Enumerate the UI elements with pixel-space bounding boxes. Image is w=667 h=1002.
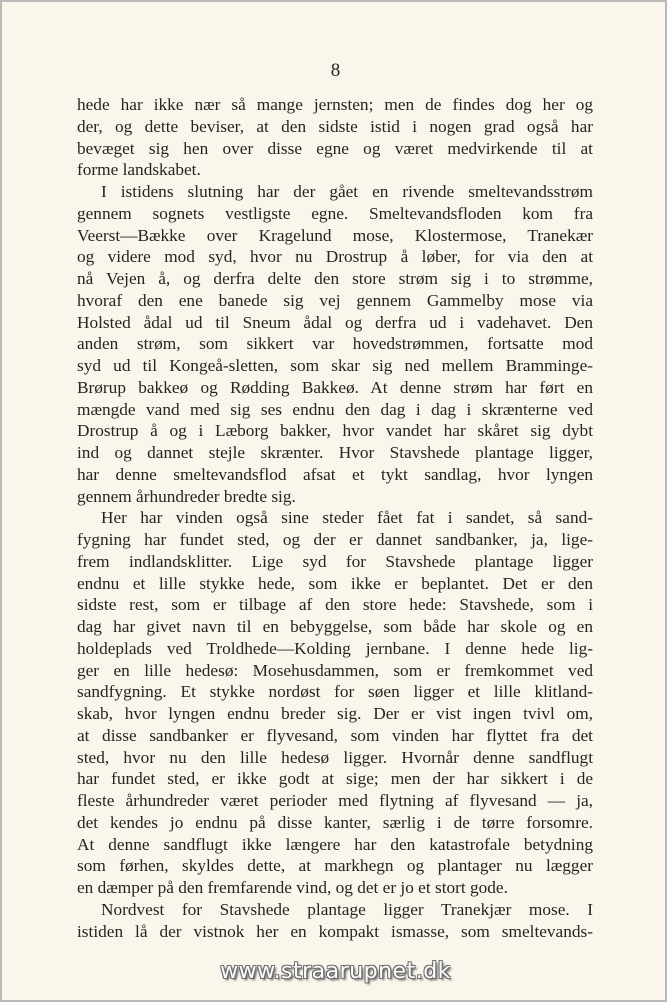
text-line: anden strøm, som sikkert var hovedstrømmen, fortsatte mod	[77, 334, 593, 354]
body-text	[77, 94, 593, 942]
text-line: endnu et lille stykke hede, som ikke er beplantet. Det er den	[77, 573, 593, 593]
text-line: forme landskabet.	[77, 160, 201, 180]
text-line: sandfygning. Et stykke nordøst for søen ligger et lille klitland-	[77, 682, 593, 702]
text-line: gennem århundreder bredte sig.	[77, 486, 296, 506]
text-line: frem indlandsklitter. Lige syd for Stavshede plantage ligger	[77, 551, 593, 571]
text-line: skab, hvor lyngen endnu breder sig. Der er vist ingen tvivl om,	[77, 704, 593, 723]
text-line: nå Vejen å, og derfra delte den store strøm sig i to strømme,	[77, 269, 593, 288]
text-line: mængde vand med sig ses endnu den dag i dag i skrænterne ved	[77, 399, 593, 419]
text-line: Drostrup å og i Læborg bakker, hvor vandet har skåret sig dybt	[77, 421, 593, 441]
text-line: har fundet sted, er ikke godt at sige; men der har sikkert i de	[77, 769, 593, 789]
text-line: Brørup bakkeø og Rødding Bakkeø. At denne strøm har ført en	[77, 377, 593, 397]
text-line: I istidens slutning har der gået en rivende smeltevandsstrøm	[101, 182, 593, 201]
text-line: det kendes jo endnu på disse kanter, særlig i de tørre forsomre.	[77, 812, 593, 832]
text-line: en dæmper på den fremfarende vind, og det er jo et stort gode.	[77, 878, 508, 897]
text-line: istiden lå der vistnok her en kompakt ismasse, som smeltevands-	[77, 921, 593, 941]
text-line: holdeplads ved Troldhede—Kolding jernbane. I denne hede lig-	[77, 638, 593, 658]
text-line: sidste rest, som er tilbage af den store hede: Stavshede, som i	[77, 595, 593, 615]
text-line: Nordvest for Stavshede plantage ligger Tranekjær mose. I	[101, 899, 593, 919]
text-line: syd ud til Kongeå-sletten, som skar sig ned mellem Bramminge-	[77, 356, 593, 375]
page-number: 8	[330, 60, 341, 81]
text-line: hede har ikke nær så mange jernsten; men de findes dog her og	[77, 95, 593, 114]
text-line: har denne smeltevandsflod afsat et tykt sandlag, hvor lyngen	[77, 464, 593, 484]
text-line: bevæget sig hen over disse egne og været medvirkende til at	[77, 138, 593, 158]
text-line: Holsted ådal ud til Sneum ådal og derfra ud i vadehavet. Den	[77, 312, 593, 332]
text-line: at disse sandbanker er flyvesand, som vinden har flyttet fra det	[77, 725, 593, 745]
text-line: dag har givet navn til en bebyggelse, som både har skole og en	[77, 617, 593, 636]
text-line: og videre mod syd, hvor nu Drostrup å løber, for via den at	[77, 247, 593, 267]
text-line: At denne sandflugt ikke længere har den katastrofale betydning	[77, 834, 593, 854]
text-line: fleste århundreder været perioder med flytning af flyvesand — ja,	[77, 791, 593, 810]
text-line: ind og dannet stejle skrænter. Hvor Stavshede plantage ligger,	[77, 443, 593, 462]
text-line: ger en lille hedesø: Mosehusdammen, som er fremkommet ved	[77, 660, 593, 680]
text-line: Veerst—Bække over Kragelund mose, Klostermose, Tranekær	[77, 225, 593, 245]
text-line: sted, hvor nu den lille hedesø ligger. Hvornår denne sandflugt	[77, 747, 593, 767]
watermark: www.straarupnet.dk	[220, 959, 451, 984]
text-line: hvoraf den ene banede sig vej gennem Gammelby mose via	[77, 290, 593, 310]
text-line: gennem sognets vestligste egne. Smeltevandsfloden kom fra	[77, 203, 593, 223]
text-line: der, og dette beviser, at den sidste istid i nogen grad også har	[77, 116, 593, 136]
text-line: som førhen, skyldes dette, at markhegn og plantager nu lægger	[77, 856, 593, 876]
text-line: fygning har fundet sted, og der er dannet sandbanker, ja, lige-	[77, 530, 593, 549]
text-line: Her har vinden også sine steder fået fat i sandet, så sand-	[101, 508, 593, 528]
